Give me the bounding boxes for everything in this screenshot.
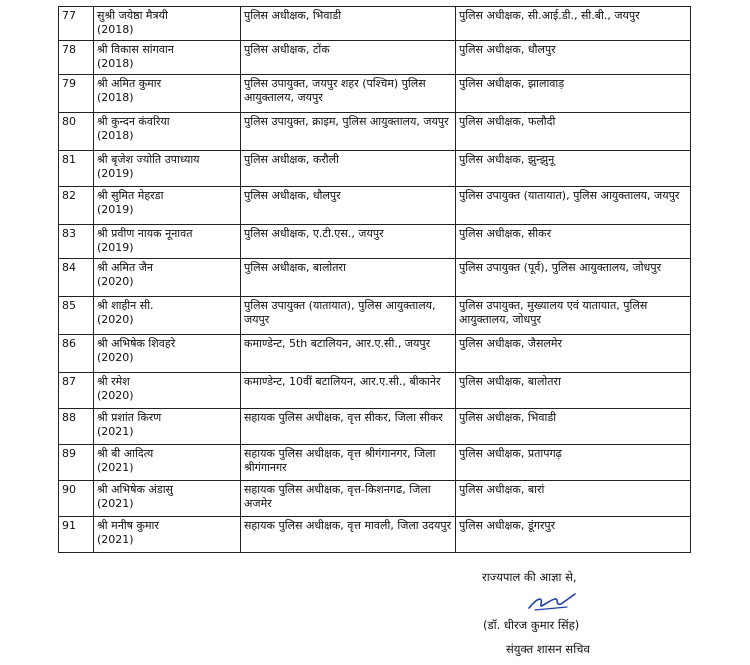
current-posting-cell: पुलिस उपायुक्त, जयपुर शहर (पश्चिम) पुलिस आयुक्तालय, जयपुर — [241, 75, 456, 113]
officer-cell — [94, 409, 241, 445]
current-posting-cell: सहायक पुलिस अधीक्षक, वृत्त सीकर, जिला सीकर — [241, 409, 456, 445]
batch-year: (2018) — [97, 57, 134, 70]
signatory-designation: संयुक्त शासन सचिव — [506, 642, 590, 656]
table-row — [59, 259, 691, 297]
serial-number-cell: 91 — [59, 517, 94, 553]
batch-year: (2020) — [97, 351, 134, 364]
serial-number-cell: 81 — [59, 151, 94, 187]
serial-number-cell: 82 — [59, 187, 94, 225]
new-posting-cell: पुलिस अधीक्षक, फलौदी — [456, 113, 691, 151]
current-posting-cell: सहायक पुलिस अधीक्षक, वृत्त-किशनगढ, जिला अजमेर — [241, 481, 456, 517]
new-posting-cell: पुलिस अधीक्षक, झालावाड़ — [456, 75, 691, 113]
officer-cell — [94, 481, 241, 517]
officer-name: श्री अमित कुमार — [97, 77, 162, 90]
table-row — [59, 297, 691, 335]
new-posting-cell: पुलिस अधीक्षक, बालोतरा — [456, 373, 691, 409]
serial-number-cell: 87 — [59, 373, 94, 409]
current-posting-cell: पुलिस अधीक्षक, बालोतरा — [241, 259, 456, 297]
officer-cell — [94, 335, 241, 373]
batch-year: (2019) — [97, 241, 134, 254]
officer-name: श्री शाहीन सी. — [97, 299, 154, 312]
new-posting-cell: पुलिस अधीक्षक, प्रतापगढ़ — [456, 445, 691, 481]
batch-year: (2020) — [97, 313, 134, 326]
new-posting-cell: पुलिस अधीक्षक, धौलपुर — [456, 41, 691, 75]
officer-cell — [94, 517, 241, 553]
current-posting-cell: पुलिस अधीक्षक, भिवाडी — [241, 7, 456, 41]
officer-cell — [94, 445, 241, 481]
new-posting-cell: पुलिस अधीक्षक, सीकर — [456, 225, 691, 259]
new-posting-cell: पुलिस अधीक्षक, भिवाडी — [456, 409, 691, 445]
officer-name: सुश्री जयेष्ठा मैत्रयी — [97, 9, 168, 22]
new-posting-cell: पुलिस अधीक्षक, सी.आई.डी., सी.बी., जयपुर — [456, 7, 691, 41]
table-row — [59, 373, 691, 409]
officer-name: श्री प्रवीण नायक नूनावत — [97, 227, 193, 240]
batch-year: (2018) — [97, 23, 134, 36]
officer-name: श्री कुन्दन कंवरिया — [97, 115, 170, 128]
new-posting-cell: पुलिस उपायुक्त (पूर्व), पुलिस आयुक्तालय, जोधपुर — [456, 259, 691, 297]
officer-name: श्री अभिषेक शिवहरे — [97, 337, 176, 350]
officer-name: श्री बी आदित्य — [97, 447, 154, 460]
current-posting-cell: पुलिस उपायुक्त (यातायात), पुलिस आयुक्तालय, जयपुर — [241, 297, 456, 335]
table-row — [59, 41, 691, 75]
table-row — [59, 481, 691, 517]
officer-name: श्री प्रशांत किरण — [97, 411, 162, 424]
current-posting-cell: पुलिस अधीक्षक, करौली — [241, 151, 456, 187]
batch-year: (2020) — [97, 389, 134, 402]
table-row — [59, 445, 691, 481]
transfer-table — [58, 6, 691, 553]
signature-icon — [525, 590, 580, 614]
current-posting-cell: पुलिस अधीक्षक, धौलपुर — [241, 187, 456, 225]
table-row — [59, 187, 691, 225]
officer-cell — [94, 151, 241, 187]
new-posting-cell: पुलिस अधीक्षक, जैसलमेर — [456, 335, 691, 373]
officer-cell — [94, 41, 241, 75]
serial-number-cell: 89 — [59, 445, 94, 481]
current-posting-cell: सहायक पुलिस अधीक्षक, वृत्त मावली, जिला उदयपुर — [241, 517, 456, 553]
officer-name: श्री रमेश — [97, 375, 130, 388]
table-row — [59, 7, 691, 41]
officer-cell — [94, 259, 241, 297]
current-posting-cell: कमाण्डेन्ट, 10वीं बटालियन, आर.ए.सी., बीकानेर — [241, 373, 456, 409]
table-row — [59, 75, 691, 113]
new-posting-cell: पुलिस अधीक्षक, बारां — [456, 481, 691, 517]
current-posting-cell: सहायक पुलिस अधीक्षक, वृत्त श्रीगंगानगर, जिला श्रीगंगानगर — [241, 445, 456, 481]
batch-year: (2021) — [97, 425, 134, 438]
serial-number-cell: 86 — [59, 335, 94, 373]
officer-cell — [94, 7, 241, 41]
new-posting-cell: पुलिस अधीक्षक, डूंगरपुर — [456, 517, 691, 553]
serial-number-cell: 80 — [59, 113, 94, 151]
table-row — [59, 225, 691, 259]
new-posting-cell: पुलिस अधीक्षक, झुन्झुनू — [456, 151, 691, 187]
current-posting-cell: पुलिस अधीक्षक, टोंक — [241, 41, 456, 75]
officer-name: श्री अमित जैन — [97, 261, 153, 274]
batch-year: (2019) — [97, 167, 134, 180]
table-row — [59, 335, 691, 373]
officer-name: श्री सुमित मेहरडा — [97, 189, 164, 202]
serial-number-cell: 85 — [59, 297, 94, 335]
officer-name: श्री विकास सांगवान — [97, 43, 174, 56]
new-posting-cell: पुलिस उपायुक्त, मुख्यालय एवं यातायात, पुलिस आयुक्तालय, जोधपुर — [456, 297, 691, 335]
signatory-name: (डॉ. धीरज कुमार सिंह) — [483, 618, 580, 632]
batch-year: (2018) — [97, 91, 134, 104]
current-posting-cell: पुलिस अधीक्षक, ए.टी.एस., जयपुर — [241, 225, 456, 259]
officer-cell — [94, 225, 241, 259]
officer-cell — [94, 297, 241, 335]
table-row — [59, 409, 691, 445]
serial-number-cell: 78 — [59, 41, 94, 75]
current-posting-cell: पुलिस उपायुक्त, क्राइम, पुलिस आयुक्तालय, जयपुर — [241, 113, 456, 151]
serial-number-cell: 84 — [59, 259, 94, 297]
batch-year: (2019) — [97, 203, 134, 216]
officer-name: श्री मनीष कुमार — [97, 519, 159, 532]
current-posting-cell: कमाण्डेन्ट, 5th बटालियन, आर.ए.सी., जयपुर — [241, 335, 456, 373]
batch-year: (2018) — [97, 129, 134, 142]
transfer-table-body — [59, 7, 691, 553]
serial-number-cell: 79 — [59, 75, 94, 113]
officer-cell — [94, 75, 241, 113]
governor-order-line: राज्यपाल की आज्ञा से, — [482, 570, 577, 584]
serial-number-cell: 83 — [59, 225, 94, 259]
officer-cell — [94, 113, 241, 151]
batch-year: (2021) — [97, 461, 134, 474]
officer-name: श्री बृजेश ज्योति उपाध्याय — [97, 153, 200, 166]
table-row — [59, 517, 691, 553]
batch-year: (2021) — [97, 497, 134, 510]
table-row — [59, 151, 691, 187]
new-posting-cell: पुलिस उपायुक्त (यातायात), पुलिस आयुक्तालय, जयपुर — [456, 187, 691, 225]
batch-year: (2020) — [97, 275, 134, 288]
batch-year: (2021) — [97, 533, 134, 546]
serial-number-cell: 88 — [59, 409, 94, 445]
serial-number-cell: 77 — [59, 7, 94, 41]
officer-cell — [94, 373, 241, 409]
officer-cell — [94, 187, 241, 225]
officer-name: श्री अभिषेक अंडासु — [97, 483, 173, 496]
table-row — [59, 113, 691, 151]
serial-number-cell: 90 — [59, 481, 94, 517]
